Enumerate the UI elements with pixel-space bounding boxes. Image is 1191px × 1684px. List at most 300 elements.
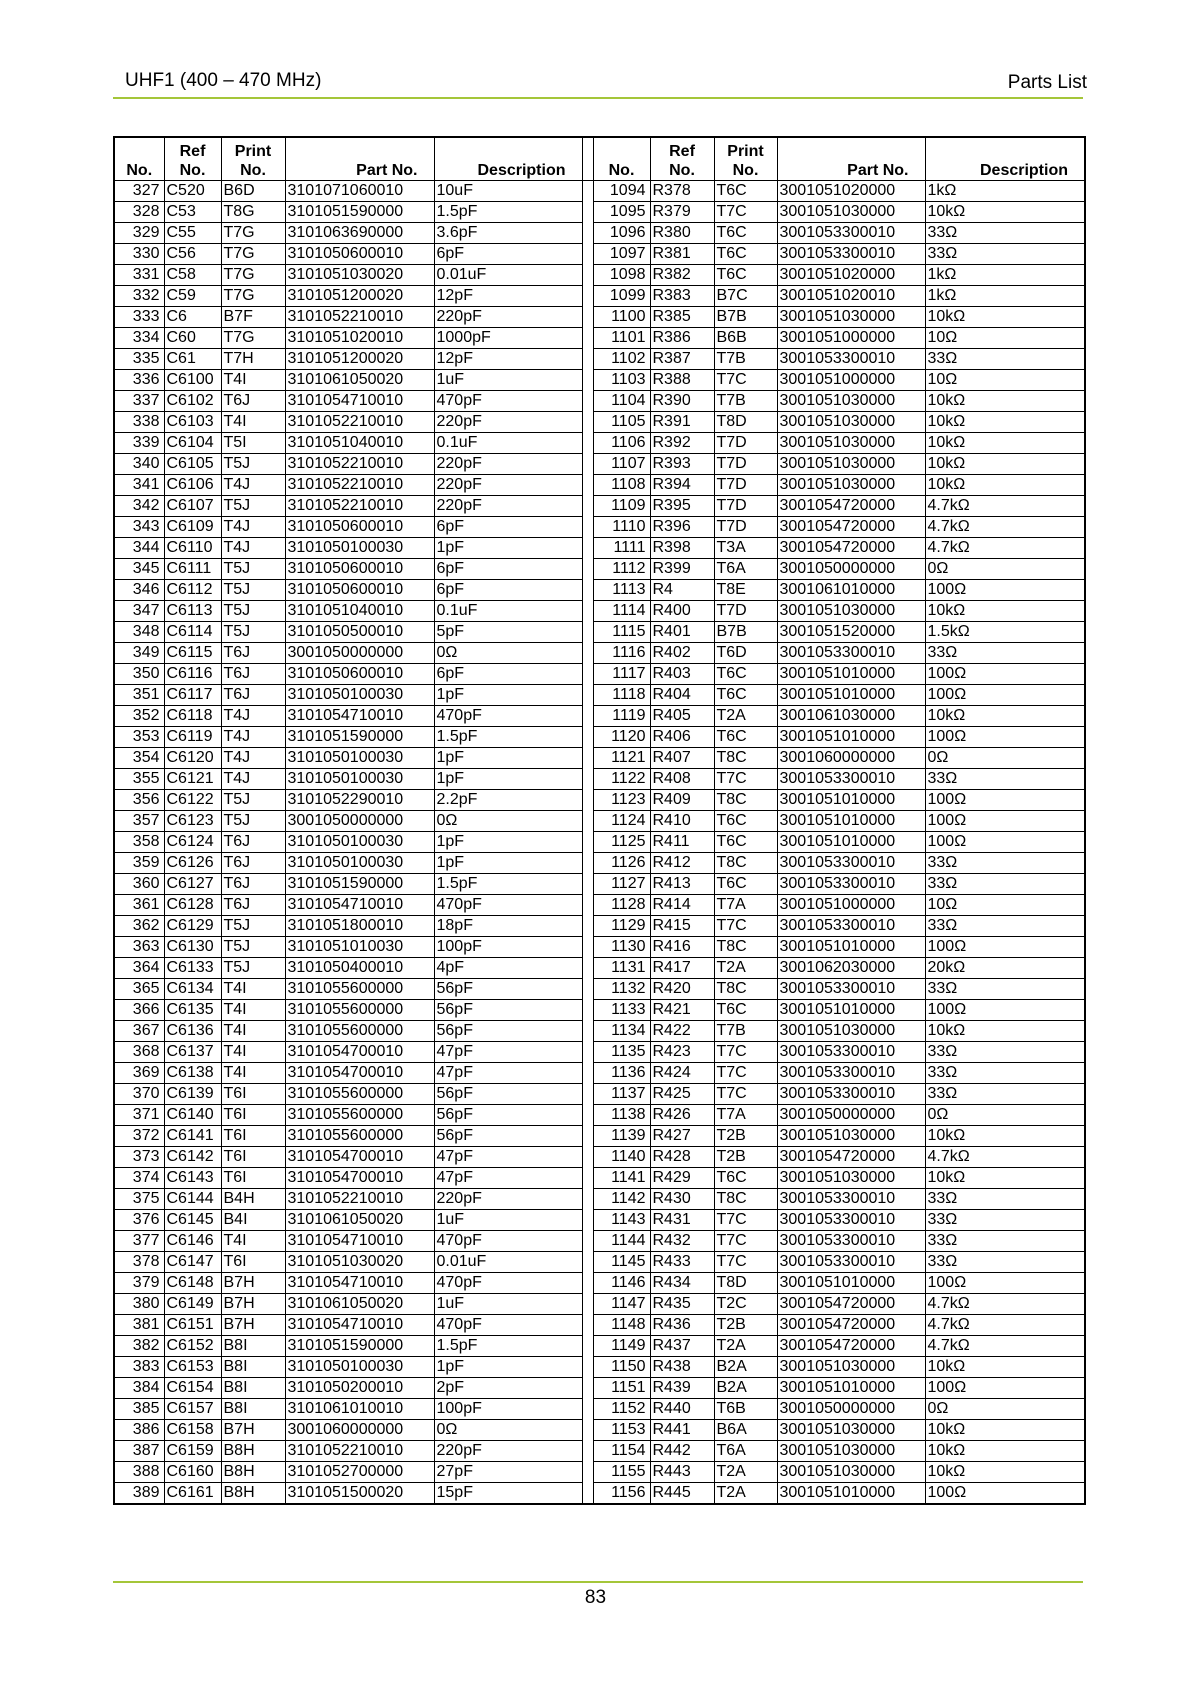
cell-description: 33Ω — [925, 223, 1085, 244]
cell-description: 10kΩ — [925, 1168, 1085, 1189]
cell-description: 1pF — [434, 685, 582, 706]
cell-no: 340 — [114, 454, 164, 475]
cell-no: 1100 — [593, 307, 650, 328]
table-row — [114, 1063, 1085, 1084]
cell-ref-no: R426 — [650, 1105, 714, 1126]
cell-ref-no: C6107 — [164, 496, 221, 517]
cell-description: 10kΩ — [925, 1462, 1085, 1483]
cell-ref-no: R440 — [650, 1399, 714, 1420]
cell-no: 1109 — [593, 496, 650, 517]
cell-no: 1145 — [593, 1252, 650, 1273]
cell-ref-no: R442 — [650, 1441, 714, 1462]
cell-description: 3.6pF — [434, 223, 582, 244]
cell-print-no: T5J — [221, 496, 285, 517]
cell-no: 1103 — [593, 370, 650, 391]
cell-ref-no: R416 — [650, 937, 714, 958]
cell-part-no: 3101054710010 — [285, 895, 434, 916]
cell-no: 1141 — [593, 1168, 650, 1189]
cell-no: 1120 — [593, 727, 650, 748]
col-header-ref: Ref No. — [164, 137, 221, 181]
cell-ref-no: R443 — [650, 1462, 714, 1483]
cell-no: 369 — [114, 1063, 164, 1084]
cell-print-no: T4I — [221, 1042, 285, 1063]
col-header-print: Print No. — [714, 137, 777, 181]
cell-print-no: T7B — [714, 391, 777, 412]
cell-print-no: T6D — [714, 643, 777, 664]
cell-no: 1119 — [593, 706, 650, 727]
cell-ref-no: C6129 — [164, 916, 221, 937]
cell-part-no: 3101051020010 — [285, 328, 434, 349]
table-row — [114, 706, 1085, 727]
column-gap — [582, 769, 593, 790]
cell-description: 12pF — [434, 286, 582, 307]
cell-part-no: 3101054700010 — [285, 1063, 434, 1084]
cell-no: 344 — [114, 538, 164, 559]
cell-ref-no: C6121 — [164, 769, 221, 790]
cell-print-no: T7G — [221, 223, 285, 244]
cell-description: 220pF — [434, 496, 582, 517]
cell-description: 100Ω — [925, 790, 1085, 811]
col-header-no: No. — [593, 137, 650, 181]
cell-no: 378 — [114, 1252, 164, 1273]
cell-ref-no: C6153 — [164, 1357, 221, 1378]
table-row — [114, 643, 1085, 664]
cell-description: 56pF — [434, 1126, 582, 1147]
cell-print-no: T4J — [221, 727, 285, 748]
cell-part-no: 3001051020000 — [777, 265, 925, 286]
table-row — [114, 370, 1085, 391]
cell-part-no: 3101055600000 — [285, 1084, 434, 1105]
column-gap — [582, 895, 593, 916]
cell-print-no: T5J — [221, 937, 285, 958]
cell-part-no: 3001051030000 — [777, 307, 925, 328]
cell-description: 33Ω — [925, 979, 1085, 1000]
cell-print-no: T6I — [221, 1084, 285, 1105]
cell-print-no: T7D — [714, 475, 777, 496]
cell-ref-no: C6118 — [164, 706, 221, 727]
cell-no: 345 — [114, 559, 164, 580]
cell-description: 33Ω — [925, 1231, 1085, 1252]
cell-part-no: 3101051200020 — [285, 349, 434, 370]
column-gap — [582, 1462, 593, 1483]
cell-ref-no: C6139 — [164, 1084, 221, 1105]
cell-no: 352 — [114, 706, 164, 727]
cell-no: 371 — [114, 1105, 164, 1126]
cell-ref-no: R428 — [650, 1147, 714, 1168]
cell-description: 0.1uF — [434, 433, 582, 454]
cell-no: 347 — [114, 601, 164, 622]
cell-ref-no: R401 — [650, 622, 714, 643]
cell-part-no: 3101061010010 — [285, 1399, 434, 1420]
cell-description: 33Ω — [925, 349, 1085, 370]
column-gap — [582, 601, 593, 622]
cell-ref-no: C6126 — [164, 853, 221, 874]
cell-print-no: T6I — [221, 1252, 285, 1273]
cell-print-no: T7C — [714, 1252, 777, 1273]
cell-description: 100Ω — [925, 685, 1085, 706]
column-gap — [582, 727, 593, 748]
table-row — [114, 223, 1085, 244]
cell-print-no: B6A — [714, 1420, 777, 1441]
cell-description: 10Ω — [925, 370, 1085, 391]
cell-description: 1pF — [434, 538, 582, 559]
cell-description: 10kΩ — [925, 1021, 1085, 1042]
cell-ref-no: R383 — [650, 286, 714, 307]
cell-ref-no: R415 — [650, 916, 714, 937]
cell-no: 1113 — [593, 580, 650, 601]
cell-part-no: 3101050100030 — [285, 832, 434, 853]
column-gap — [582, 244, 593, 265]
cell-part-no: 3001061030000 — [777, 706, 925, 727]
cell-no: 368 — [114, 1042, 164, 1063]
cell-part-no: 3101054710010 — [285, 391, 434, 412]
cell-no: 1128 — [593, 895, 650, 916]
table-row — [114, 727, 1085, 748]
cell-print-no: T8C — [714, 1189, 777, 1210]
cell-description: 1pF — [434, 748, 582, 769]
cell-ref-no: R407 — [650, 748, 714, 769]
cell-no: 1121 — [593, 748, 650, 769]
cell-no: 1135 — [593, 1042, 650, 1063]
cell-print-no: T5J — [221, 916, 285, 937]
cell-part-no: 3001053300010 — [777, 769, 925, 790]
cell-description: 220pF — [434, 412, 582, 433]
table-row — [114, 1147, 1085, 1168]
table-row — [114, 979, 1085, 1000]
cell-part-no: 3001051030000 — [777, 1462, 925, 1483]
cell-ref-no: R409 — [650, 790, 714, 811]
cell-ref-no: C6136 — [164, 1021, 221, 1042]
col-header-desc: Description — [925, 137, 1085, 181]
cell-no: 1131 — [593, 958, 650, 979]
cell-part-no: 3001054720000 — [777, 1147, 925, 1168]
column-gap — [582, 790, 593, 811]
cell-description: 33Ω — [925, 643, 1085, 664]
table-header-row — [114, 137, 1085, 181]
cell-description: 100Ω — [925, 1483, 1085, 1505]
cell-description: 47pF — [434, 1147, 582, 1168]
cell-no: 1107 — [593, 454, 650, 475]
col-header-part: Part No. — [285, 137, 434, 181]
table-row — [114, 1357, 1085, 1378]
cell-no: 386 — [114, 1420, 164, 1441]
cell-ref-no: R398 — [650, 538, 714, 559]
cell-no: 358 — [114, 832, 164, 853]
cell-part-no: 3101052210010 — [285, 475, 434, 496]
column-gap — [582, 811, 593, 832]
cell-ref-no: R391 — [650, 412, 714, 433]
cell-no: 1138 — [593, 1105, 650, 1126]
cell-part-no: 3101050500010 — [285, 622, 434, 643]
cell-ref-no: R4 — [650, 580, 714, 601]
cell-description: 4.7kΩ — [925, 538, 1085, 559]
column-gap — [582, 1168, 593, 1189]
cell-ref-no: C6161 — [164, 1483, 221, 1505]
cell-description: 1.5kΩ — [925, 622, 1085, 643]
cell-description: 4.7kΩ — [925, 1294, 1085, 1315]
column-gap — [582, 265, 593, 286]
cell-description: 1.5pF — [434, 727, 582, 748]
cell-description: 1000pF — [434, 328, 582, 349]
cell-print-no: T6C — [714, 727, 777, 748]
cell-ref-no: C6137 — [164, 1042, 221, 1063]
cell-no: 1110 — [593, 517, 650, 538]
table-row — [114, 538, 1085, 559]
cell-ref-no: R445 — [650, 1483, 714, 1505]
cell-ref-no: C55 — [164, 223, 221, 244]
cell-part-no: 3001053300010 — [777, 223, 925, 244]
cell-print-no: B8I — [221, 1378, 285, 1399]
cell-ref-no: R436 — [650, 1315, 714, 1336]
cell-print-no: T6J — [221, 664, 285, 685]
column-gap — [582, 307, 593, 328]
cell-part-no: 3001054720000 — [777, 517, 925, 538]
cell-print-no: T8C — [714, 937, 777, 958]
cell-no: 389 — [114, 1483, 164, 1505]
cell-no: 1129 — [593, 916, 650, 937]
cell-part-no: 3001050000000 — [777, 1399, 925, 1420]
cell-description: 4pF — [434, 958, 582, 979]
cell-part-no: 3001060000000 — [285, 1420, 434, 1441]
cell-part-no: 3001054720000 — [777, 1294, 925, 1315]
cell-description: 56pF — [434, 1000, 582, 1021]
cell-part-no: 3001051030000 — [777, 475, 925, 496]
cell-part-no: 3101055600000 — [285, 1021, 434, 1042]
cell-description: 100Ω — [925, 1273, 1085, 1294]
cell-print-no: T5J — [221, 811, 285, 832]
cell-part-no: 3001053300010 — [777, 1063, 925, 1084]
table-row — [114, 1441, 1085, 1462]
cell-print-no: T5J — [221, 454, 285, 475]
cell-description: 1kΩ — [925, 265, 1085, 286]
column-gap — [582, 475, 593, 496]
cell-no: 1096 — [593, 223, 650, 244]
cell-no: 1148 — [593, 1315, 650, 1336]
cell-part-no: 3101050600010 — [285, 559, 434, 580]
cell-ref-no: R400 — [650, 601, 714, 622]
cell-description: 15pF — [434, 1483, 582, 1505]
cell-part-no: 3101051040010 — [285, 601, 434, 622]
cell-print-no: T7C — [714, 769, 777, 790]
cell-print-no: T6C — [714, 685, 777, 706]
cell-ref-no: C6158 — [164, 1420, 221, 1441]
cell-print-no: B4H — [221, 1189, 285, 1210]
column-gap — [582, 853, 593, 874]
cell-print-no: T8C — [714, 853, 777, 874]
cell-description: 100Ω — [925, 1000, 1085, 1021]
cell-description: 33Ω — [925, 1252, 1085, 1273]
cell-print-no: B2A — [714, 1357, 777, 1378]
cell-part-no: 3001050000000 — [777, 1105, 925, 1126]
table-row — [114, 307, 1085, 328]
cell-no: 1144 — [593, 1231, 650, 1252]
cell-print-no: T7C — [714, 1084, 777, 1105]
table-row — [114, 1042, 1085, 1063]
cell-part-no: 3101061050020 — [285, 1294, 434, 1315]
cell-part-no: 3101052700000 — [285, 1462, 434, 1483]
cell-ref-no: C6115 — [164, 643, 221, 664]
cell-ref-no: C6160 — [164, 1462, 221, 1483]
cell-description: 10uF — [434, 181, 582, 202]
cell-ref-no: C6141 — [164, 1126, 221, 1147]
cell-description: 0Ω — [434, 1420, 582, 1441]
cell-print-no: T6J — [221, 832, 285, 853]
table-row — [114, 769, 1085, 790]
cell-no: 1126 — [593, 853, 650, 874]
cell-print-no: T5J — [221, 790, 285, 811]
cell-no: 1117 — [593, 664, 650, 685]
cell-print-no: B6B — [714, 328, 777, 349]
cell-description: 10kΩ — [925, 1357, 1085, 1378]
column-gap — [582, 517, 593, 538]
cell-no: 388 — [114, 1462, 164, 1483]
column-gap — [582, 349, 593, 370]
cell-part-no: 3001054720000 — [777, 1315, 925, 1336]
cell-part-no: 3101051800010 — [285, 916, 434, 937]
cell-ref-no: R395 — [650, 496, 714, 517]
cell-ref-no: C58 — [164, 265, 221, 286]
cell-print-no: T7B — [714, 349, 777, 370]
table-row — [114, 1483, 1085, 1505]
cell-part-no: 3001051010000 — [777, 790, 925, 811]
cell-no: 1139 — [593, 1126, 650, 1147]
cell-part-no: 3001051000000 — [777, 370, 925, 391]
cell-description: 1uF — [434, 370, 582, 391]
table-row — [114, 580, 1085, 601]
cell-description: 1kΩ — [925, 181, 1085, 202]
cell-ref-no: R437 — [650, 1336, 714, 1357]
cell-no: 1118 — [593, 685, 650, 706]
table-row — [114, 958, 1085, 979]
cell-description: 4.7kΩ — [925, 1336, 1085, 1357]
cell-no: 357 — [114, 811, 164, 832]
cell-no: 359 — [114, 853, 164, 874]
cell-no: 1142 — [593, 1189, 650, 1210]
cell-no: 1105 — [593, 412, 650, 433]
cell-part-no: 3101051030020 — [285, 1252, 434, 1273]
cell-description: 1kΩ — [925, 286, 1085, 307]
cell-no: 380 — [114, 1294, 164, 1315]
cell-ref-no: C6111 — [164, 559, 221, 580]
cell-no: 366 — [114, 1000, 164, 1021]
cell-no: 1143 — [593, 1210, 650, 1231]
cell-part-no: 3001051010000 — [777, 811, 925, 832]
cell-part-no: 3101054710010 — [285, 1231, 434, 1252]
cell-print-no: T4J — [221, 538, 285, 559]
cell-ref-no: R379 — [650, 202, 714, 223]
cell-description: 0Ω — [925, 748, 1085, 769]
cell-description: 2.2pF — [434, 790, 582, 811]
cell-print-no: T4J — [221, 706, 285, 727]
cell-no: 1124 — [593, 811, 650, 832]
cell-ref-no: C6144 — [164, 1189, 221, 1210]
cell-ref-no: R433 — [650, 1252, 714, 1273]
cell-ref-no: C6142 — [164, 1147, 221, 1168]
cell-no: 1094 — [593, 181, 650, 202]
header-rule — [113, 97, 1083, 99]
cell-print-no: T7D — [714, 601, 777, 622]
cell-print-no: T4J — [221, 517, 285, 538]
table-row — [114, 265, 1085, 286]
cell-print-no: T6I — [221, 1168, 285, 1189]
cell-print-no: T7A — [714, 1105, 777, 1126]
cell-description: 10kΩ — [925, 601, 1085, 622]
cell-no: 1099 — [593, 286, 650, 307]
column-gap — [582, 1063, 593, 1084]
cell-no: 1095 — [593, 202, 650, 223]
table-row — [114, 1021, 1085, 1042]
cell-description: 4.7kΩ — [925, 496, 1085, 517]
cell-print-no: B2A — [714, 1378, 777, 1399]
column-gap — [582, 370, 593, 391]
table-row — [114, 790, 1085, 811]
cell-no: 1153 — [593, 1420, 650, 1441]
table-row — [114, 433, 1085, 454]
col-header-print: Print No. — [221, 137, 285, 181]
cell-no: 1097 — [593, 244, 650, 265]
col-header-ref: Ref No. — [650, 137, 714, 181]
cell-ref-no: R413 — [650, 874, 714, 895]
table-row — [114, 1000, 1085, 1021]
cell-description: 5pF — [434, 622, 582, 643]
cell-part-no: 3101051590000 — [285, 874, 434, 895]
column-gap — [582, 580, 593, 601]
cell-part-no: 3001053300010 — [777, 853, 925, 874]
cell-no: 329 — [114, 223, 164, 244]
cell-no: 387 — [114, 1441, 164, 1462]
cell-print-no: B7H — [221, 1315, 285, 1336]
cell-no: 1108 — [593, 475, 650, 496]
cell-description: 100Ω — [925, 727, 1085, 748]
cell-ref-no: R441 — [650, 1420, 714, 1441]
cell-part-no: 3001051030000 — [777, 454, 925, 475]
table-row — [114, 1084, 1085, 1105]
cell-print-no: T4I — [221, 1231, 285, 1252]
cell-part-no: 3001050000000 — [285, 811, 434, 832]
cell-description: 10kΩ — [925, 1420, 1085, 1441]
cell-part-no: 3101050600010 — [285, 580, 434, 601]
cell-description: 220pF — [434, 1189, 582, 1210]
cell-ref-no: C6104 — [164, 433, 221, 454]
cell-ref-no: C61 — [164, 349, 221, 370]
cell-ref-no: R404 — [650, 685, 714, 706]
document-title: UHF1 (400 – 470 MHz) — [125, 70, 322, 91]
cell-no: 1132 — [593, 979, 650, 1000]
cell-part-no: 3001054720000 — [777, 496, 925, 517]
cell-print-no: T6I — [221, 1126, 285, 1147]
cell-part-no: 3101055600000 — [285, 1126, 434, 1147]
table-row — [114, 1273, 1085, 1294]
cell-no: 1150 — [593, 1357, 650, 1378]
cell-part-no: 3001051030000 — [777, 1441, 925, 1462]
cell-no: 360 — [114, 874, 164, 895]
cell-ref-no: R399 — [650, 559, 714, 580]
cell-no: 341 — [114, 475, 164, 496]
cell-ref-no: C6143 — [164, 1168, 221, 1189]
cell-part-no: 3101050100030 — [285, 769, 434, 790]
cell-print-no: T4I — [221, 1063, 285, 1084]
table-row — [114, 1252, 1085, 1273]
cell-no: 1133 — [593, 1000, 650, 1021]
cell-description: 10kΩ — [925, 307, 1085, 328]
cell-ref-no: C6120 — [164, 748, 221, 769]
column-gap — [582, 1357, 593, 1378]
cell-part-no: 3001053300010 — [777, 643, 925, 664]
cell-print-no: T5I — [221, 433, 285, 454]
table-row — [114, 1378, 1085, 1399]
cell-ref-no: C6109 — [164, 517, 221, 538]
cell-print-no: T4J — [221, 769, 285, 790]
